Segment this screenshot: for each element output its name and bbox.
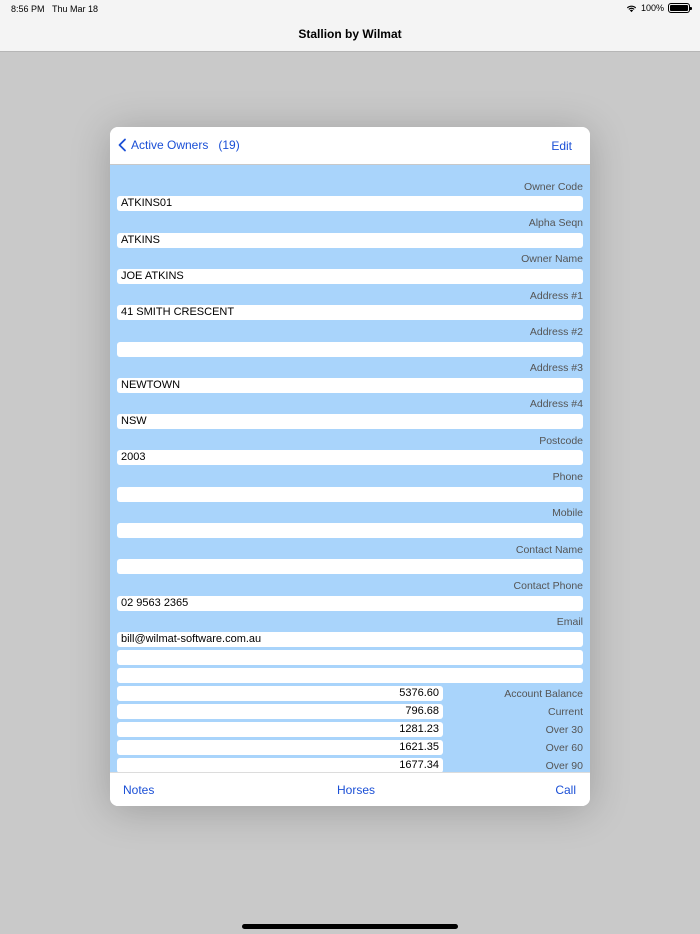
home-indicator[interactable] bbox=[242, 924, 458, 929]
horses-button[interactable]: Horses bbox=[337, 783, 376, 797]
owner-form bbox=[110, 165, 590, 772]
battery-percent: 100% bbox=[640, 3, 664, 13]
call-button[interactable]: Call bbox=[555, 783, 576, 797]
sheet-header bbox=[110, 127, 590, 165]
status-indicators bbox=[626, 3, 690, 13]
contact-name-field[interactable] bbox=[117, 559, 583, 574]
wifi-icon bbox=[626, 4, 637, 13]
back-label: Active Owners bbox=[131, 138, 209, 152]
owner-code-field[interactable]: ATKINS01 bbox=[117, 196, 583, 211]
current-label: Current bbox=[547, 706, 583, 718]
alpha-seqn-label: Alpha Seqn bbox=[528, 217, 583, 229]
address-1-label: Address #1 bbox=[529, 290, 583, 302]
current-value[interactable]: 796.68 bbox=[117, 704, 443, 719]
address-3-label: Address #3 bbox=[529, 362, 583, 374]
owner-name-label: Owner Name bbox=[521, 253, 583, 265]
over-90-label: Over 90 bbox=[545, 760, 583, 772]
owner-code-label: Owner Code bbox=[524, 181, 583, 193]
status-time: 8:56 PM bbox=[11, 4, 45, 14]
contact-phone-label: Contact Phone bbox=[513, 580, 583, 592]
status-bar bbox=[0, 0, 700, 18]
mobile-label: Mobile bbox=[552, 507, 583, 519]
phone-label: Phone bbox=[552, 471, 583, 483]
edit-button[interactable]: Edit bbox=[551, 139, 572, 153]
back-count: (19) bbox=[218, 138, 240, 152]
email-field-3[interactable] bbox=[117, 668, 583, 683]
navigation-bar bbox=[0, 18, 700, 52]
postcode-label: Postcode bbox=[539, 435, 583, 447]
contact-name-label: Contact Name bbox=[515, 544, 583, 556]
battery-icon bbox=[668, 3, 690, 13]
owner-detail-sheet bbox=[110, 127, 590, 806]
email-label: Email bbox=[556, 616, 583, 628]
address-4-label: Address #4 bbox=[529, 398, 583, 410]
address-2-label: Address #2 bbox=[529, 326, 583, 338]
address-2-field[interactable] bbox=[117, 342, 583, 357]
over-90-value[interactable]: 1677.34 bbox=[117, 758, 443, 772]
address-4-field[interactable]: NSW bbox=[117, 414, 583, 429]
owner-name-field[interactable]: JOE ATKINS bbox=[117, 269, 583, 284]
over-30-label: Over 30 bbox=[545, 724, 583, 736]
over-60-label: Over 60 bbox=[545, 742, 583, 754]
address-1-field[interactable]: 41 SMITH CRESCENT bbox=[117, 305, 583, 320]
chevron-left-icon bbox=[117, 138, 129, 152]
account-balance-value[interactable]: 5376.60 bbox=[117, 686, 443, 701]
over-30-value[interactable]: 1281.23 bbox=[117, 722, 443, 737]
status-date: Thu Mar 18 bbox=[52, 4, 99, 14]
sheet-toolbar bbox=[110, 772, 590, 806]
email-field[interactable]: bill@wilmat-software.com.au bbox=[117, 632, 583, 647]
notes-button[interactable]: Notes bbox=[123, 783, 155, 797]
postcode-field[interactable]: 2003 bbox=[117, 450, 583, 465]
contact-phone-field[interactable]: 02 9563 2365 bbox=[117, 596, 583, 611]
account-balance-label: Account Balance bbox=[504, 688, 583, 700]
over-60-value[interactable]: 1621.35 bbox=[117, 740, 443, 755]
address-3-field[interactable]: NEWTOWN bbox=[117, 378, 583, 393]
app-title: Stallion by Wilmat bbox=[298, 27, 402, 41]
phone-field[interactable] bbox=[117, 487, 583, 502]
mobile-field[interactable] bbox=[117, 523, 583, 538]
back-button[interactable] bbox=[117, 138, 240, 152]
email-field-2[interactable] bbox=[117, 650, 583, 665]
alpha-seqn-field[interactable]: ATKINS bbox=[117, 233, 583, 248]
